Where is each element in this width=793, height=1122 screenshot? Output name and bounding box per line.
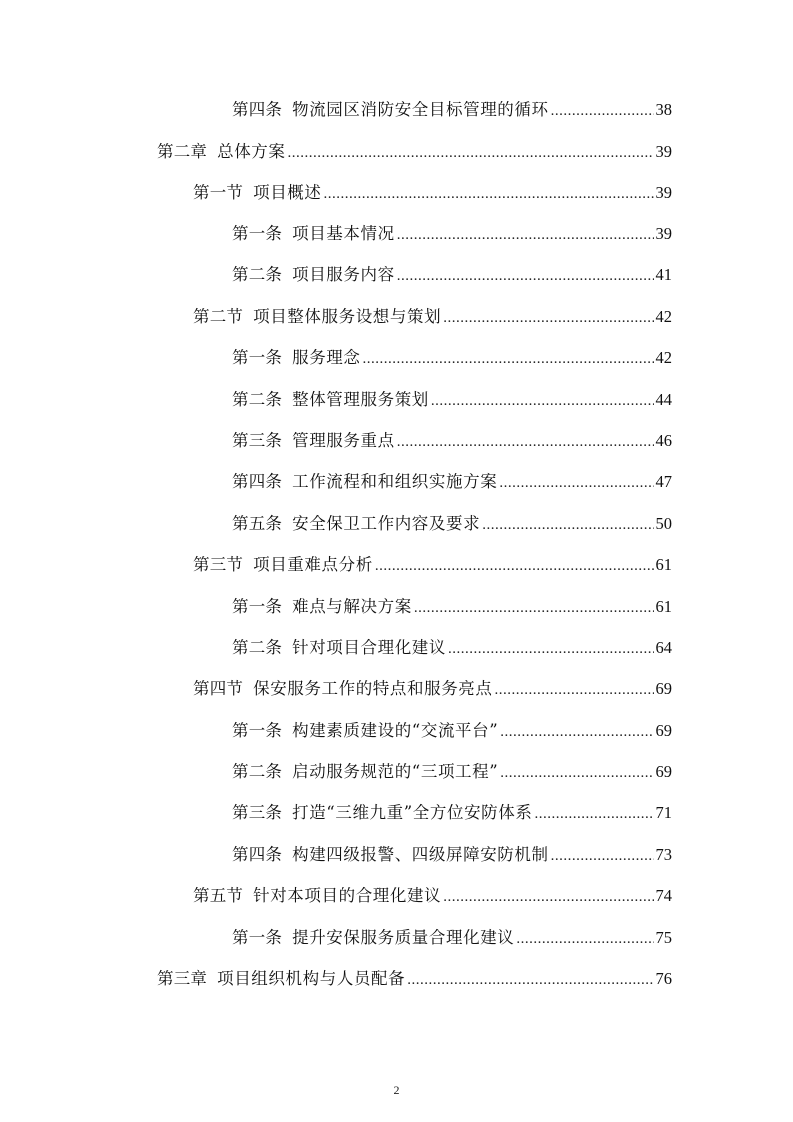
toc-entry[interactable] [232,926,672,950]
toc-entry-page: 71 [655,803,672,822]
toc-leader-dots [500,720,653,744]
toc-entry-label: 第一条 [232,721,283,740]
toc-entry-title: 项目组织机构与人员配备 [217,969,406,988]
toc-leader-dots [363,347,654,371]
toc-leader-dots [397,264,654,288]
toc-entry[interactable] [232,98,672,122]
toc-entry[interactable] [193,884,672,908]
toc-entry-label: 第三节 [193,555,244,574]
toc-entry-title: 项目服务内容 [292,265,395,284]
page-number: 2 [393,1083,400,1097]
toc-leader-dots [443,885,653,909]
toc-entry-title: 启动服务规范的“三项工程” [292,762,499,781]
toc-entry-label: 第五条 [232,514,283,533]
toc-entry[interactable] [193,677,672,701]
toc-entry-title: 打造“三维九重”全方位安防体系 [292,803,533,822]
toc-entry-label: 第一条 [232,597,283,616]
toc-entry-title: 物流园区消防安全目标管理的循环 [292,100,549,119]
toc-entry-page: 39 [655,224,672,243]
toc-leader-dots [500,761,653,785]
toc-entry-label: 第一节 [193,183,244,202]
toc-entry-page: 50 [655,514,672,533]
toc-entry-title: 提升安保服务质量合理化建议 [292,928,515,947]
toc-entry-label: 第四节 [193,679,244,698]
toc-leader-dots [407,968,653,992]
toc-entry-title: 项目整体服务设想与策划 [253,307,442,326]
toc-entry-page: 47 [655,472,672,491]
toc-entry-label: 第三章 [157,969,208,988]
toc-leader-dots [516,927,653,951]
toc-entry-label: 第四条 [232,100,283,119]
toc-entry-page: 76 [655,969,672,988]
toc-entry[interactable] [232,263,672,287]
toc-entry-title: 整体管理服务策划 [292,390,429,409]
toc-leader-dots [324,182,654,206]
toc-entry[interactable] [193,305,672,329]
toc-entry-title: 工作流程和和组织实施方案 [292,472,498,491]
toc-entry[interactable] [232,222,672,246]
toc-entry-label: 第一条 [232,928,283,947]
toc-entry[interactable] [232,719,672,743]
toc-entry-label: 第二条 [232,390,283,409]
toc-entry[interactable] [232,843,672,867]
toc-entry-page: 74 [655,886,672,905]
toc-entry-title: 项目概述 [253,183,322,202]
toc-entry-page: 69 [655,721,672,740]
toc-entry-page: 69 [655,679,672,698]
toc-entry[interactable] [232,512,672,536]
toc-entry-label: 第一条 [232,348,283,367]
toc-entry-title: 构建素质建设的“交流平台” [292,721,499,740]
toc-entry-label: 第五节 [193,886,244,905]
toc-entry-page: 61 [655,597,672,616]
toc-entry[interactable] [232,801,672,825]
toc-leader-dots [551,99,654,123]
toc-entry-label: 第三条 [232,803,283,822]
toc-entry[interactable] [232,346,672,370]
toc-entry-label: 第四条 [232,472,283,491]
toc-entry-page: 38 [655,100,672,119]
toc-entry-label: 第二章 [157,142,208,161]
toc-leader-dots [397,430,654,454]
toc-entry[interactable] [232,636,672,660]
toc-entry-label: 第二条 [232,638,283,657]
toc-entry-title: 保安服务工作的特点和服务亮点 [253,679,493,698]
toc-entry-page: 41 [655,265,672,284]
toc-leader-dots [288,141,654,165]
toc-entry-page: 42 [655,348,672,367]
toc-entry-title: 难点与解决方案 [292,597,412,616]
toc-entry-page: 61 [655,555,672,574]
toc-entry-title: 安全保卫工作内容及要求 [292,514,481,533]
toc-entry-title: 项目重难点分析 [253,555,373,574]
toc-entry[interactable] [193,181,672,205]
toc-leader-dots [495,678,654,702]
toc-entry-page: 46 [655,431,672,450]
toc-entry-title: 构建四级报警、四级屏障安防机制 [292,845,549,864]
toc-entry-page: 73 [655,845,672,864]
toc-leader-dots [397,223,654,247]
toc-entry-title: 针对本项目的合理化建议 [253,886,442,905]
toc-leader-dots [443,306,653,330]
toc-leader-dots [448,637,653,661]
toc-entry-page: 44 [655,390,672,409]
toc-leader-dots [534,802,653,826]
toc-leader-dots [375,554,654,578]
toc-entry[interactable] [232,388,672,412]
toc-entry-page: 75 [655,928,672,947]
toc-entry-label: 第二条 [232,265,283,284]
toc-entry-title: 管理服务重点 [292,431,395,450]
toc-entry-page: 42 [655,307,672,326]
toc-leader-dots [431,389,654,413]
toc-entry-label: 第一条 [232,224,283,243]
toc-entry-page: 39 [655,183,672,202]
toc-entry[interactable] [232,595,672,619]
toc-entry[interactable] [232,760,672,784]
toc-entry-page: 39 [655,142,672,161]
toc-entry-label: 第二条 [232,762,283,781]
toc-leader-dots [414,596,654,620]
toc-entry-label: 第二节 [193,307,244,326]
toc-leader-dots [499,471,653,495]
toc-entry-title: 服务理念 [292,348,361,367]
toc-leader-dots [551,844,654,868]
toc-entry[interactable] [157,967,672,991]
toc-entry-label: 第三条 [232,431,283,450]
toc-entry-page: 64 [655,638,672,657]
toc-entry[interactable] [232,429,672,453]
toc-entry-title: 项目基本情况 [292,224,395,243]
toc-leader-dots [482,513,653,537]
toc-entry-title: 针对项目合理化建议 [292,638,447,657]
toc-entry[interactable] [232,470,672,494]
toc-entry[interactable] [157,140,672,164]
toc-entry-page: 69 [655,762,672,781]
toc-entry-label: 第四条 [232,845,283,864]
toc-entry[interactable] [193,553,672,577]
toc-entry-title: 总体方案 [217,142,286,161]
